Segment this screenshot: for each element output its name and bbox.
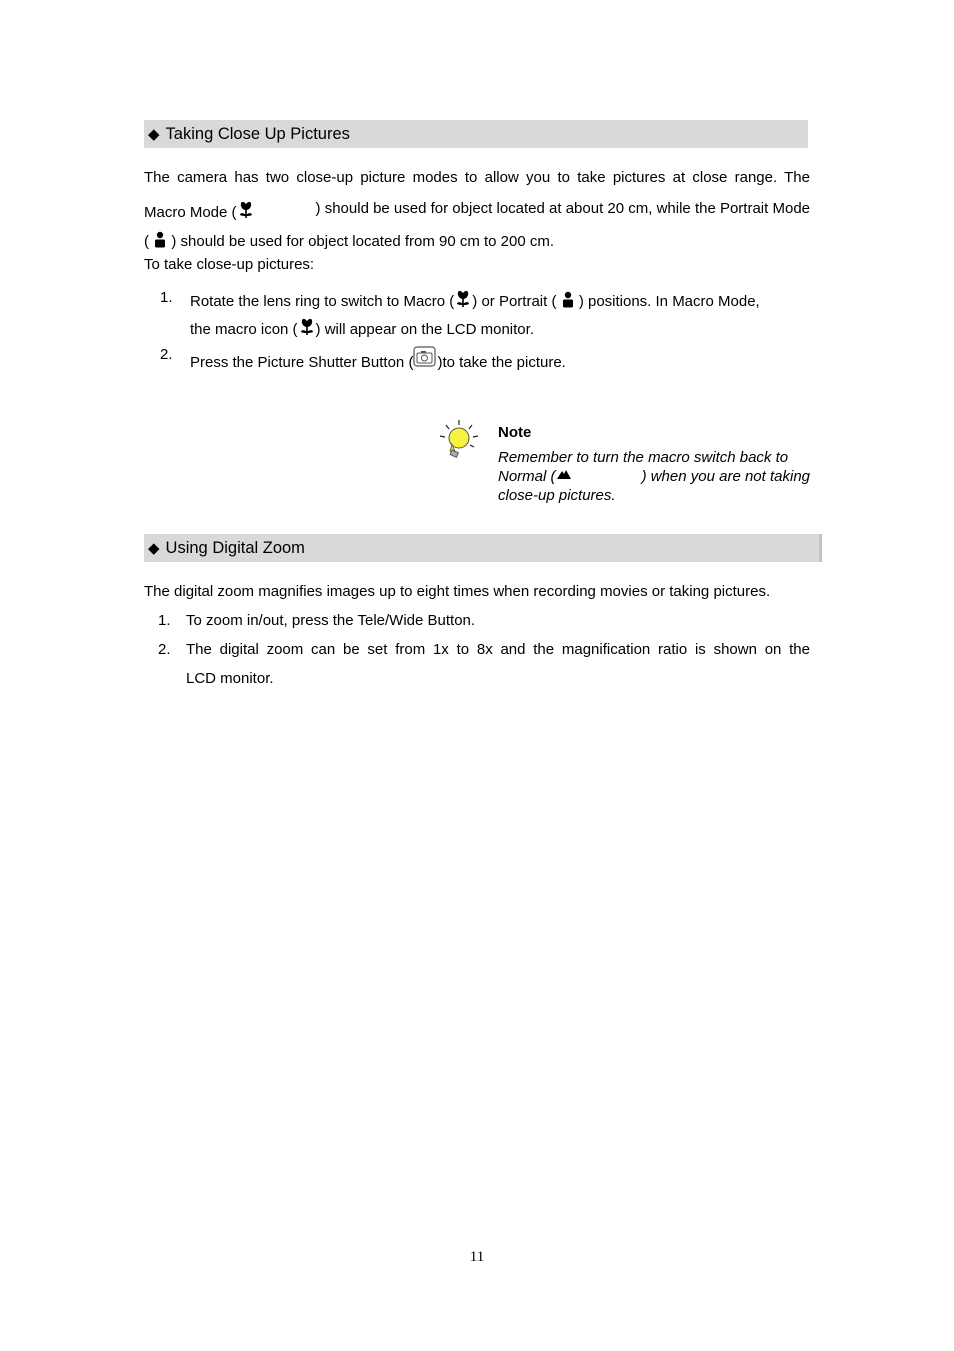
zoom-step-2-line-2: LCD monitor. bbox=[186, 670, 274, 687]
intro-line-4: To take close-up pictures: bbox=[144, 256, 315, 273]
section-heading-digital-zoom: ◆ Using Digital Zoom bbox=[144, 534, 822, 562]
step-2-line-1: Press the Picture Shutter Button ( )to take the picture. bbox=[190, 346, 566, 371]
step-number: 2. bbox=[158, 641, 171, 658]
diamond-bullet-icon: ◆ bbox=[148, 540, 160, 557]
section-heading-close-up: ◆ Taking Close Up Pictures bbox=[144, 120, 808, 148]
diamond-bullet-icon: ◆ bbox=[148, 126, 160, 143]
intro-line-3: ( ) should be used for object located from 90 cm to 200 cm. bbox=[144, 233, 555, 250]
normal-mountain-icon bbox=[556, 468, 572, 480]
zoom-step-2-line-1: The digital zoom can be set from 1x to 8x and the magnification ratio is shown on the bbox=[186, 641, 810, 658]
note-line-3: close-up pictures. bbox=[498, 487, 616, 504]
note-line-2: Normal ( ) when you are not taking bbox=[498, 468, 810, 485]
step-1-line-2: the macro icon ( ) will appear on the LCD monitor. bbox=[190, 317, 534, 338]
macro-flower-icon bbox=[454, 289, 472, 309]
lightbulb-icon bbox=[437, 418, 481, 460]
camera-shutter-icon bbox=[413, 346, 437, 368]
portrait-person-icon bbox=[561, 291, 575, 309]
portrait-person-icon bbox=[153, 231, 167, 249]
step-1-line-1: Rotate the lens ring to switch to Macro ( ) or Portrait ( ) positions. In Macro Mode, bbox=[190, 289, 760, 310]
zoom-intro: The digital zoom magnifies images up to eight times when recording movies or taking pictures. bbox=[144, 583, 771, 600]
note-title: Note bbox=[498, 424, 532, 441]
page-number: 11 bbox=[469, 1249, 485, 1265]
macro-flower-icon bbox=[298, 317, 316, 337]
step-number: 1. bbox=[160, 289, 173, 306]
zoom-step-1: To zoom in/out, press the Tele/Wide Button. bbox=[186, 612, 476, 629]
intro-line-2: Macro Mode ( ) should be used for object located at about 20 cm, while the Portrait Mode bbox=[144, 200, 810, 221]
macro-flower-icon bbox=[237, 200, 255, 220]
step-number: 1. bbox=[158, 612, 171, 629]
step-number: 2. bbox=[160, 346, 173, 363]
note-line-1: Remember to turn the macro switch back to bbox=[498, 449, 789, 466]
intro-line-1: The camera has two close-up picture modes to allow you to take pictures at close range. The bbox=[144, 169, 810, 186]
